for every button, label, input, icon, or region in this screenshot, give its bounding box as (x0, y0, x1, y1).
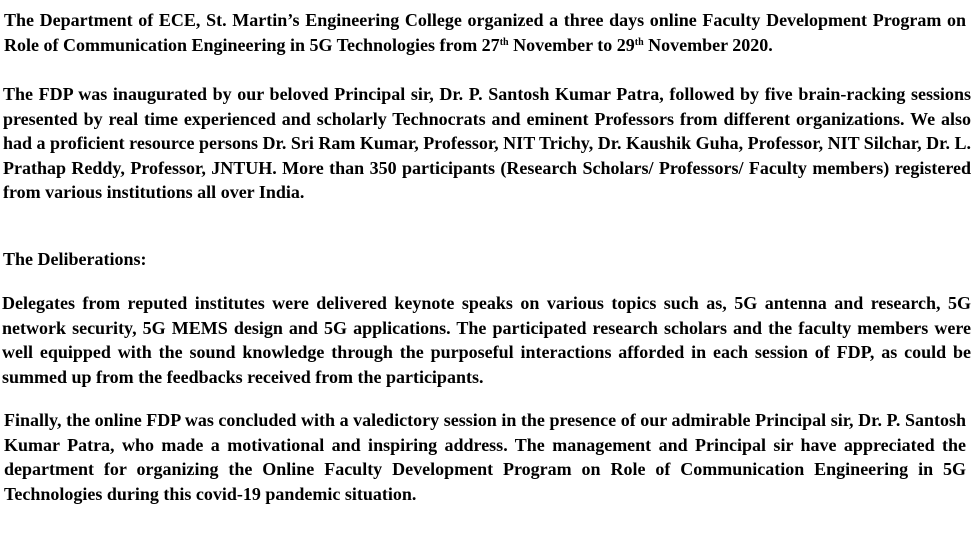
intro-text-3: November 2020. (643, 34, 773, 55)
intro-text-2: November to 29 (508, 34, 635, 55)
inauguration-paragraph: The FDP was inaugurated by our beloved Principal sir, Dr. P. Santosh Kumar Patra, followed by five brain-racking sessions presented by real time experienced and scholarly Technocrats and eminent Professors from different organizations. We also had a proficient resource persons Dr. Sri Ram Kumar, Professor, NIT Trichy, Dr. Kaushik Guha, Professor, NIT Silchar, Dr. L. Prathap Reddy, Professor, JNTUH. More than 350 participants (Research Scholars/ Professors/ Faculty members) registered from various institutions all over India. (3, 84, 971, 202)
deliberations-heading: The Deliberations: (3, 249, 147, 269)
ordinal-suffix: th (499, 36, 509, 48)
deliberations-paragraph: Delegates from reputed institutes were delivered keynote speaks on various topics such as, 5G antenna and research, 5G network security, 5G MEMS design and 5G applications. The participated research scholars and the faculty members were well equipped with the sound knowledge through the purposeful interactions afforded in each session of FDP, as could be summed up from the feedbacks received from the participants. (2, 293, 971, 387)
conclusion-paragraph: Finally, the online FDP was concluded with a valedictory session in the presence of our admirable Principal sir, Dr. P. Santosh Kumar Patra, who made a motivational and inspiring address. The management and Principal sir have appreciated the department for organizing the Online Faculty Development Program on Role of Communication Engineering in 5G Technologies during this covid-19 pandemic situation. (4, 410, 966, 504)
intro-paragraph (4, 8, 966, 57)
ordinal-suffix: th (634, 36, 644, 48)
intro-text-1: The Department of ECE, St. Martin’s Engineering College organized a three days online Faculty Development Program on Role of Communication Engineering in 5G Technologies from 27 (4, 10, 966, 55)
